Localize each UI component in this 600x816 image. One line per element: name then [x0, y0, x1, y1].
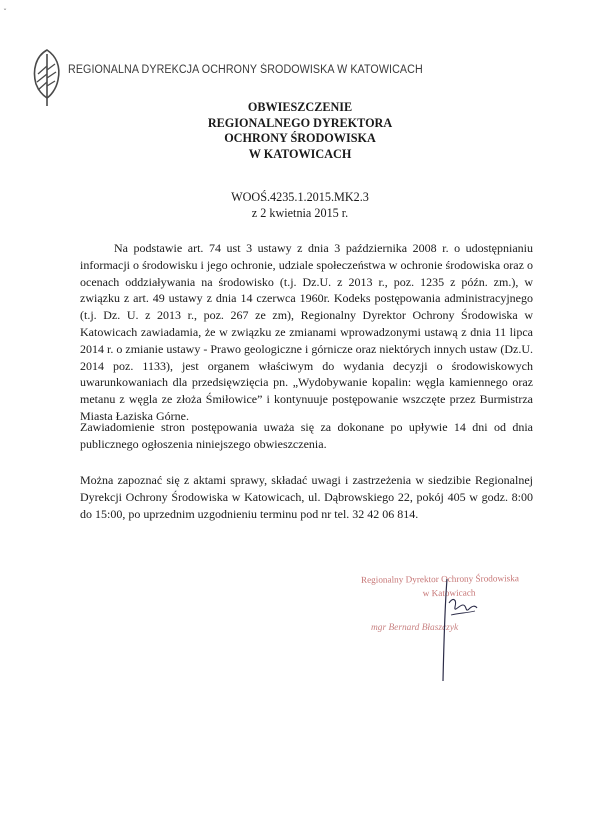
- document-title: [150, 100, 450, 162]
- title-line: W KATOWICACH: [248, 146, 352, 161]
- paragraph-legal-basis: Na podstawie art. 74 ust 3 ustawy z dnia 3 października 2008 r. o udostępnianiu informacji o środowisku i jego ochronie, udziale społeczeństwa w ochronie środowiska oraz o ocenach oddziaływania na środowisko (t.j. Dz.U. z 2013 r., poz. 1235 z późn. zm.), w związku z art. 49 ustawy z dnia 14 czerwca 1960r. Kodeks postępowania administracyjnego (t.j. Dz. U. z 2013 r., poz. 267 ze zm), Regionalny Dyrektor Ochrony Środowiska w Katowicach zawiadamia, że w związku ze zmianami wprowadzonymi ustawą z dnia 11 lipca 2014 r. o zmianie ustawy - Prawo geologiczne i górnicze oraz niektórych innych ustaw (Dz.U. 2014 poz. 1133), jest organem właściwym do wydania decyzji o środowiskowych uwarunkowaniach dla przedsięwzięcia pn. „Wydobywanie kopalin: węgla kamiennego oraz metanu z węgla ze złoża Śmiłowice” i kontynuuje postępowanie wszczęte przez Burmistrza Miasta Łaziska Górne.: [80, 241, 533, 423]
- reference-block: [200, 190, 400, 221]
- corner-mark: ˇ: [3, 8, 7, 17]
- paragraph-access-info: Można zapoznać się z aktami sprawy, składać uwagi i zastrzeżenia w siedzibie Regionalnej Dyrekcji Ochrony Środowiska w Katowicach, ul. Dąbrowskiego 22, pokój 405 w godz. 8:00 do 15:00, po uprzednim uzgodnieniu terminu pod nr tel. 32 42 06 814.: [80, 473, 533, 521]
- title-line: OBWIESZCZENIE: [247, 100, 353, 114]
- document-date: z 2 kwietnia 2015 r.: [251, 205, 349, 220]
- organization-name: REGIONALNA DYREKCJA OCHRONY ŚRODOWISKA W KATOWICACH: [68, 64, 423, 76]
- title-line: REGIONALNEGO DYREKTORA: [207, 115, 393, 130]
- title-line: OCHRONY ŚRODOWISKA: [224, 131, 376, 146]
- handwritten-signature: [425, 575, 485, 685]
- case-number: WOOŚ.4235.1.2015.MK2.3: [231, 190, 369, 204]
- leaf-logo-icon: [26, 46, 66, 108]
- paragraph-notification: Zawiadomienie stron postępowania uważa się za dokonane po upływie 14 dni od dnia publicznego ogłoszenia niniejszego obwieszczenia.: [80, 420, 533, 451]
- stamp-location: w Katowicach: [422, 587, 476, 599]
- stamp-title: Regionalny Dyrektor Ochrony Środowiska: [360, 573, 519, 585]
- signer-name: mgr Bernard Błaszczyk: [371, 623, 459, 633]
